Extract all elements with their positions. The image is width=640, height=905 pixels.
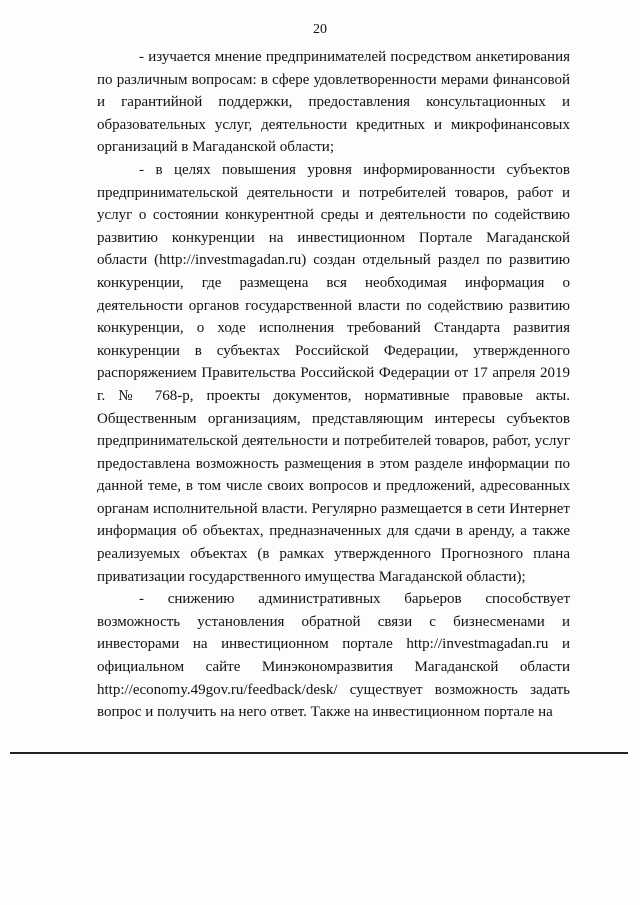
- document-body: [97, 46, 570, 724]
- page-bottom-rule: [10, 752, 628, 754]
- paragraph-informing: - в целях повышения уровня информированности субъектов предпринимательской деятельности и потребителей товаров, работ и услуг о состоянии конкурентной среды и деятельности по содействию развитию конкуренции на инвестиционном Портале Магаданской области (http://investmagadan.ru) создан отдельный раздел по развитию конкуренции, где размещена вся необходимая информация о деятельности органов государственной власти по содействию развитию конкуренции, о ходе исполнения требований Стандарта развития конкуренции в субъектах Российской Федерации, утвержденного распоряжением Правительства Российской Федерации от 17 апреля 2019 г. № 768-р, проекты документов, нормативные правовые акты. Общественным организациям, представляющим интересы субъектов предпринимательской деятельности и потребителей товаров, работ, услуг предоставлена возможность размещения в этом разделе информации по данной теме, в том числе своих вопросов и предложений, адресованных органам исполнительной власти. Регулярно размещается в сети Интернет информация об объектах, предназначенных для сдачи в аренду, а также реализуемых объектах (в рамках утвержденного Прогнозного плана приватизации государственного имущества Магаданской области);: [97, 161, 570, 585]
- page-number: 20: [313, 22, 327, 37]
- paragraph-survey: - изучается мнение предпринимателей посредством анкетирования по различным вопросам: в сфере удовлетворенности мерами финансовой и гарантийной поддержки, предоставления консультационных и образовательных услуг, деятельности кредитных и микрофинансовых организаций в Магаданской области;: [97, 49, 570, 156]
- paragraph-barriers: - снижению административных барьеров способствует возможность установления обратной связи с бизнесменами и инвесторами на инвестиционном портале http://investmagadan.ru и официальном сайте Минэкономразвития Магаданской области http://economy.49gov.ru/feedback/desk/ существует возможность задать вопрос и получить на него ответ. Также на инвестиционном портале на: [97, 591, 570, 721]
